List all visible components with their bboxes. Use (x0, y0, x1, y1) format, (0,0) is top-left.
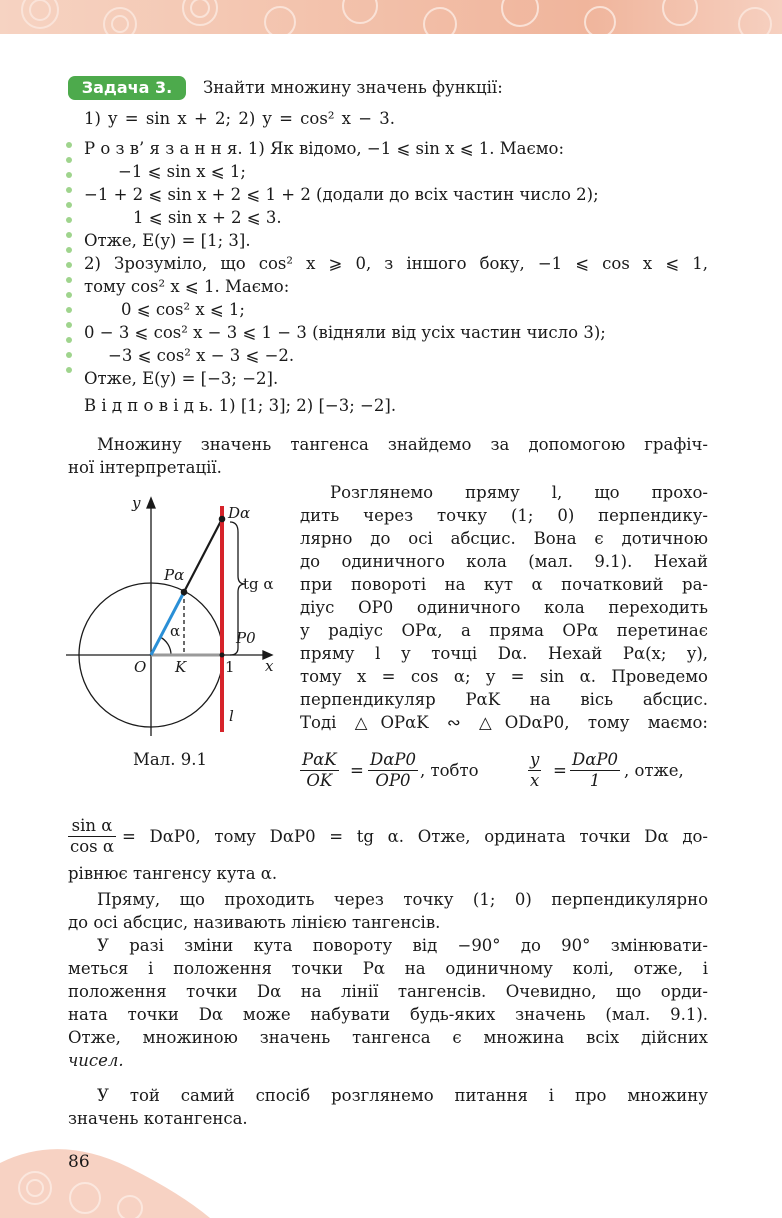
label-o: O (134, 658, 147, 676)
solution-line: −1 ⩽ sin x ⩽ 1; (118, 162, 246, 181)
segment-pd (184, 519, 222, 592)
point-p (181, 589, 188, 596)
word-tobto: , тобто (420, 761, 479, 780)
fraction-y-x: $\frac{y}{x}$ (530, 750, 540, 790)
intro-line: ної інтерпретації. (68, 458, 222, 477)
label-x: x (265, 657, 274, 675)
task-parts: 1) y = sin x + 2; 2) y = cos² x − 3. (84, 109, 396, 128)
right-col-line: при повороті на кут α початковий ра- (300, 575, 708, 594)
paragraph-line: Отже, множиною значень тангенса є множина всіх дійсних (68, 1028, 708, 1047)
paragraph-line: Пряму, що проходить через точку (1; 0) перпендикулярно (97, 890, 708, 909)
word-otzhe: , отже, (624, 761, 684, 780)
right-col-line: перпендикуляр PαK на вісь абсцис. (300, 690, 708, 709)
paragraph-line: меться і положення точки Pα на одиничному колі, отже, і (68, 959, 708, 978)
solution-line: 0 ⩽ cos² x ⩽ 1; (121, 300, 245, 319)
point-p0 (220, 653, 225, 658)
right-col-line: лярно до осі абсцис. Вона є дотичною (300, 529, 708, 548)
figure-9-1 (60, 488, 290, 748)
solution-line: 0 − 3 ⩽ cos² x − 3 ⩽ 1 − 3 (відняли від усіх частин число 3); (84, 323, 606, 342)
fraction-dp0-op0: DαP0 OP0 (370, 750, 416, 790)
equals-sign: = (553, 761, 567, 780)
paragraph-line: значень котангенса. (68, 1109, 248, 1128)
right-col-line: Розглянемо пряму l, що прохо- (330, 483, 708, 502)
label-tg: tg α (243, 575, 274, 593)
solution-line: −3 ⩽ cos² x − 3 ⩽ −2. (108, 346, 295, 365)
corner-decoration (0, 1128, 210, 1218)
label-d: Dα (228, 504, 251, 522)
right-col-line: у радіус OPα, а пряма OPα перетинає (300, 621, 708, 640)
paragraph-line: рівнює тангенсу кута α. (68, 864, 278, 883)
label-p: Pα (164, 566, 185, 584)
solution-line: 2) Зрозуміло, що cos² x ⩾ 0, з іншого боку, −1 ⩽ cos x ⩽ 1, (84, 254, 708, 273)
label-alpha: α (170, 622, 181, 640)
solution-line: тому cos² x ⩽ 1. Маємо: (84, 277, 290, 296)
right-col-line: до одиничного кола (мал. 9.1). Нехай (300, 552, 708, 571)
fraction-pk-ok: PαK OK (302, 750, 337, 790)
label-y: y (132, 494, 141, 512)
figure-caption: Мал. 9.1 (133, 750, 207, 769)
y-axis-arrow (147, 498, 155, 508)
intro-line: Множину значень тангенса знайдемо за допомогою графіч- (97, 435, 708, 454)
point-d (219, 516, 226, 523)
answer-line: В і д п о в і д ь. 1) [1; 3]; 2) [−3; −2]. (84, 396, 397, 415)
solution-line: Р о з в’ я з а н н я. 1) Як відомо, −1 ⩽ sin x ⩽ 1. Маємо: (84, 139, 565, 158)
right-col-line: тому x = cos α; y = sin α. Проведемо (300, 667, 708, 686)
page-number: 86 (68, 1152, 90, 1172)
right-col-line: Тоді △OPαK ∾ △ODαP0, тому маємо: (300, 713, 708, 732)
fraction-dp0-1: DαP0 1 (572, 750, 618, 790)
equals-sign: = (350, 761, 364, 780)
header-decoration (0, 0, 782, 34)
label-p0: P0 (236, 629, 256, 647)
solution-line: Отже, E(y) = [1; 3]. (84, 231, 251, 250)
solution-line: −1 + 2 ⩽ sin x + 2 ⩽ 1 + 2 (додали до всіх частин число 2); (84, 185, 599, 204)
fraction-sin-cos: $\frac{\text{sin α}}{\text{cos α}}$ (70, 816, 115, 856)
sin-line-rest: = DαP0, тому DαP0 = tg α. Отже, ордината точки Dα до- (122, 827, 708, 846)
paragraph-line: ната точки Dα може набувати будь-яких значень (мал. 9.1). (68, 1005, 708, 1024)
paragraph-line: до осі абсцис, називають лінією тангенсів. (68, 913, 441, 932)
label-l: l (229, 707, 234, 725)
solution-line: 1 ⩽ sin x + 2 ⩽ 3. (133, 208, 282, 227)
paragraph-line: У той самий спосіб розглянемо питання і про множину (97, 1086, 708, 1105)
paragraph-line: положення точки Dα на лінії тангенсів. Очевидно, що орди- (68, 982, 708, 1001)
task-title: Знайти множину значень функції: (203, 78, 503, 97)
right-col-line: пряму l у точці Dα. Нехай Pα(x; y), (300, 644, 708, 663)
paragraph-line: У разі зміни кута повороту від −90° до 90° змінювати- (97, 936, 708, 955)
task-badge: Задача 3. (68, 76, 186, 100)
label-one: 1 (225, 658, 235, 676)
margin-dots (66, 142, 76, 382)
right-col-line: дить через точку (1; 0) перпендику- (300, 506, 708, 525)
label-k: K (175, 658, 187, 676)
solution-line: Отже, E(y) = [−3; −2]. (84, 369, 279, 388)
paragraph-line: чисел. (68, 1051, 124, 1070)
right-col-line: діус OP0 одиничного кола переходить (300, 598, 708, 617)
